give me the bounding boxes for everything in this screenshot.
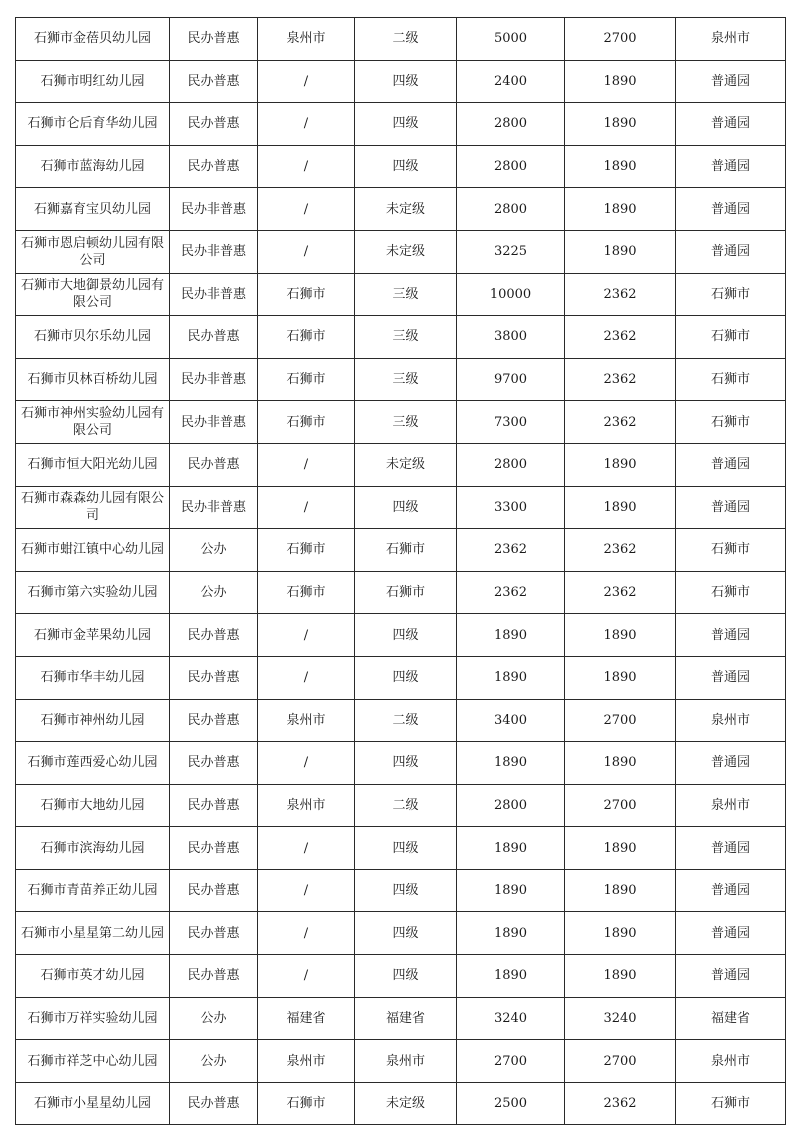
rating-authority-cell: /: [258, 827, 355, 870]
ownership-type-cell: 民办普惠: [170, 1082, 258, 1125]
ownership-type-cell: 民办非普惠: [170, 358, 258, 401]
fee-standard-cell: 2800: [457, 443, 565, 486]
kindergarten-name-cell: 石狮市仑后育华幼儿园: [16, 103, 170, 146]
kindergarten-name-cell: 石狮市小星星幼儿园: [16, 1082, 170, 1125]
rating-authority-cell: /: [258, 614, 355, 657]
grade-level-cell: 四级: [355, 827, 457, 870]
execution-standard-cell: 石狮市: [676, 401, 786, 444]
execution-standard-cell: 普通园: [676, 827, 786, 870]
execution-standard-cell: 石狮市: [676, 273, 786, 316]
fee-standard-cell: 2362: [457, 571, 565, 614]
kindergarten-fee-table: [15, 17, 786, 1125]
execution-standard-cell: 普通园: [676, 614, 786, 657]
fee-cap-cell: 1890: [565, 230, 676, 273]
grade-level-cell: 四级: [355, 103, 457, 146]
fee-standard-cell: 2362: [457, 529, 565, 572]
grade-level-cell: 四级: [355, 486, 457, 529]
grade-level-cell: 泉州市: [355, 1040, 457, 1083]
grade-level-cell: 四级: [355, 656, 457, 699]
execution-standard-cell: 普通园: [676, 443, 786, 486]
execution-standard-cell: 石狮市: [676, 529, 786, 572]
grade-level-cell: 二级: [355, 18, 457, 61]
rating-authority-cell: 石狮市: [258, 358, 355, 401]
grade-level-cell: 二级: [355, 699, 457, 742]
grade-level-cell: 三级: [355, 358, 457, 401]
rating-authority-cell: 石狮市: [258, 316, 355, 359]
rating-authority-cell: 石狮市: [258, 571, 355, 614]
rating-authority-cell: /: [258, 188, 355, 231]
grade-level-cell: 未定级: [355, 443, 457, 486]
ownership-type-cell: 公办: [170, 1040, 258, 1083]
execution-standard-cell: 普通园: [676, 145, 786, 188]
table-row: [16, 571, 786, 614]
table-row: [16, 1040, 786, 1083]
grade-level-cell: 四级: [355, 145, 457, 188]
grade-level-cell: 四级: [355, 60, 457, 103]
table-body: [16, 18, 786, 1125]
ownership-type-cell: 民办普惠: [170, 912, 258, 955]
grade-level-cell: 三级: [355, 273, 457, 316]
fee-standard-cell: 5000: [457, 18, 565, 61]
table-row: [16, 145, 786, 188]
fee-standard-cell: 2700: [457, 1040, 565, 1083]
execution-standard-cell: 福建省: [676, 997, 786, 1040]
rating-authority-cell: /: [258, 145, 355, 188]
grade-level-cell: 四级: [355, 869, 457, 912]
fee-standard-cell: 3225: [457, 230, 565, 273]
table-row: [16, 827, 786, 870]
grade-level-cell: 四级: [355, 912, 457, 955]
execution-standard-cell: 普通园: [676, 486, 786, 529]
kindergarten-name-cell: 石狮市蚶江镇中心幼儿园: [16, 529, 170, 572]
fee-standard-cell: 2800: [457, 784, 565, 827]
execution-standard-cell: 泉州市: [676, 784, 786, 827]
rating-authority-cell: /: [258, 742, 355, 785]
kindergarten-name-cell: 石狮市贝尔乐幼儿园: [16, 316, 170, 359]
execution-standard-cell: 泉州市: [676, 18, 786, 61]
table-row: [16, 955, 786, 998]
grade-level-cell: 三级: [355, 316, 457, 359]
grade-level-cell: 四级: [355, 614, 457, 657]
table-row: [16, 316, 786, 359]
kindergarten-name-cell: 石狮市蓝海幼儿园: [16, 145, 170, 188]
fee-standard-cell: 1890: [457, 955, 565, 998]
execution-standard-cell: 普通园: [676, 60, 786, 103]
ownership-type-cell: 民办普惠: [170, 955, 258, 998]
table-row: [16, 614, 786, 657]
ownership-type-cell: 民办普惠: [170, 103, 258, 146]
fee-cap-cell: 1890: [565, 955, 676, 998]
table-row: [16, 656, 786, 699]
kindergarten-name-cell: 石狮市森森幼儿园有限公司: [16, 486, 170, 529]
fee-cap-cell: 2362: [565, 529, 676, 572]
fee-cap-cell: 2362: [565, 401, 676, 444]
fee-standard-cell: 3240: [457, 997, 565, 1040]
fee-standard-cell: 3300: [457, 486, 565, 529]
ownership-type-cell: 民办普惠: [170, 827, 258, 870]
ownership-type-cell: 民办普惠: [170, 60, 258, 103]
fee-standard-cell: 10000: [457, 273, 565, 316]
ownership-type-cell: 民办普惠: [170, 145, 258, 188]
kindergarten-name-cell: 石狮市祥芝中心幼儿园: [16, 1040, 170, 1083]
table-row: [16, 699, 786, 742]
grade-level-cell: 未定级: [355, 230, 457, 273]
kindergarten-name-cell: 石狮市华丰幼儿园: [16, 656, 170, 699]
ownership-type-cell: 民办普惠: [170, 614, 258, 657]
rating-authority-cell: 泉州市: [258, 1040, 355, 1083]
ownership-type-cell: 民办非普惠: [170, 273, 258, 316]
table-row: [16, 742, 786, 785]
kindergarten-name-cell: 石狮市青苗养正幼儿园: [16, 869, 170, 912]
ownership-type-cell: 公办: [170, 529, 258, 572]
kindergarten-name-cell: 石狮市万祥实验幼儿园: [16, 997, 170, 1040]
fee-cap-cell: 2362: [565, 316, 676, 359]
rating-authority-cell: /: [258, 656, 355, 699]
fee-standard-cell: 1890: [457, 656, 565, 699]
fee-cap-cell: 1890: [565, 145, 676, 188]
table-row: [16, 784, 786, 827]
fee-cap-cell: 1890: [565, 827, 676, 870]
kindergarten-name-cell: 石狮市莲西爱心幼儿园: [16, 742, 170, 785]
fee-standard-cell: 1890: [457, 742, 565, 785]
rating-authority-cell: /: [258, 443, 355, 486]
rating-authority-cell: 泉州市: [258, 699, 355, 742]
execution-standard-cell: 石狮市: [676, 571, 786, 614]
kindergarten-name-cell: 石狮市神州幼儿园: [16, 699, 170, 742]
table-row: [16, 912, 786, 955]
table-row: [16, 188, 786, 231]
fee-standard-cell: 1890: [457, 827, 565, 870]
grade-level-cell: 石狮市: [355, 529, 457, 572]
fee-standard-cell: 7300: [457, 401, 565, 444]
execution-standard-cell: 普通园: [676, 230, 786, 273]
ownership-type-cell: 民办普惠: [170, 443, 258, 486]
table-row: [16, 443, 786, 486]
rating-authority-cell: 石狮市: [258, 1082, 355, 1125]
ownership-type-cell: 民办普惠: [170, 742, 258, 785]
ownership-type-cell: 民办普惠: [170, 316, 258, 359]
table-row: [16, 486, 786, 529]
fee-cap-cell: 1890: [565, 443, 676, 486]
fee-cap-cell: 2700: [565, 699, 676, 742]
fee-cap-cell: 2362: [565, 1082, 676, 1125]
ownership-type-cell: 公办: [170, 997, 258, 1040]
ownership-type-cell: 民办非普惠: [170, 401, 258, 444]
execution-standard-cell: 普通园: [676, 912, 786, 955]
rating-authority-cell: 石狮市: [258, 401, 355, 444]
rating-authority-cell: 石狮市: [258, 529, 355, 572]
grade-level-cell: 福建省: [355, 997, 457, 1040]
table-row: [16, 103, 786, 146]
execution-standard-cell: 普通园: [676, 188, 786, 231]
grade-level-cell: 未定级: [355, 188, 457, 231]
fee-standard-cell: 1890: [457, 614, 565, 657]
kindergarten-name-cell: 石狮市贝林百桥幼儿园: [16, 358, 170, 401]
kindergarten-name-cell: 石狮市第六实验幼儿园: [16, 571, 170, 614]
ownership-type-cell: 公办: [170, 571, 258, 614]
execution-standard-cell: 泉州市: [676, 1040, 786, 1083]
table-row: [16, 401, 786, 444]
table-row: [16, 230, 786, 273]
grade-level-cell: 二级: [355, 784, 457, 827]
rating-authority-cell: 泉州市: [258, 784, 355, 827]
ownership-type-cell: 民办普惠: [170, 784, 258, 827]
fee-standard-cell: 2400: [457, 60, 565, 103]
execution-standard-cell: 石狮市: [676, 1082, 786, 1125]
grade-level-cell: 未定级: [355, 1082, 457, 1125]
rating-authority-cell: /: [258, 103, 355, 146]
table-row: [16, 273, 786, 316]
ownership-type-cell: 民办普惠: [170, 18, 258, 61]
ownership-type-cell: 民办非普惠: [170, 230, 258, 273]
execution-standard-cell: 石狮市: [676, 316, 786, 359]
kindergarten-name-cell: 石狮市大地幼儿园: [16, 784, 170, 827]
fee-standard-cell: 2800: [457, 103, 565, 146]
fee-standard-cell: 1890: [457, 912, 565, 955]
fee-cap-cell: 1890: [565, 188, 676, 231]
table-row: [16, 1082, 786, 1125]
kindergarten-name-cell: 石狮市大地御景幼儿园有限公司: [16, 273, 170, 316]
fee-cap-cell: 2700: [565, 784, 676, 827]
table-row: [16, 869, 786, 912]
fee-cap-cell: 1890: [565, 912, 676, 955]
fee-cap-cell: 1890: [565, 614, 676, 657]
table-row: [16, 18, 786, 61]
kindergarten-name-cell: 石狮市明红幼儿园: [16, 60, 170, 103]
kindergarten-name-cell: 石狮市滨海幼儿园: [16, 827, 170, 870]
fee-cap-cell: 1890: [565, 742, 676, 785]
execution-standard-cell: 普通园: [676, 742, 786, 785]
fee-standard-cell: 2800: [457, 188, 565, 231]
ownership-type-cell: 民办普惠: [170, 656, 258, 699]
fee-cap-cell: 3240: [565, 997, 676, 1040]
kindergarten-name-cell: 石狮市恒大阳光幼儿园: [16, 443, 170, 486]
fee-cap-cell: 2362: [565, 571, 676, 614]
fee-cap-cell: 2700: [565, 1040, 676, 1083]
fee-standard-cell: 1890: [457, 869, 565, 912]
execution-standard-cell: 泉州市: [676, 699, 786, 742]
kindergarten-name-cell: 石狮市小星星第二幼儿园: [16, 912, 170, 955]
execution-standard-cell: 石狮市: [676, 358, 786, 401]
kindergarten-name-cell: 石狮嘉育宝贝幼儿园: [16, 188, 170, 231]
table-row: [16, 997, 786, 1040]
fee-cap-cell: 1890: [565, 60, 676, 103]
fee-standard-cell: 3400: [457, 699, 565, 742]
fee-cap-cell: 1890: [565, 869, 676, 912]
rating-authority-cell: 泉州市: [258, 18, 355, 61]
grade-level-cell: 三级: [355, 401, 457, 444]
rating-authority-cell: /: [258, 486, 355, 529]
fee-cap-cell: 1890: [565, 656, 676, 699]
ownership-type-cell: 民办非普惠: [170, 188, 258, 231]
fee-cap-cell: 2362: [565, 358, 676, 401]
kindergarten-name-cell: 石狮市英才幼儿园: [16, 955, 170, 998]
execution-standard-cell: 普通园: [676, 955, 786, 998]
kindergarten-name-cell: 石狮市金苹果幼儿园: [16, 614, 170, 657]
table-row: [16, 60, 786, 103]
rating-authority-cell: /: [258, 912, 355, 955]
rating-authority-cell: 福建省: [258, 997, 355, 1040]
fee-standard-cell: 2800: [457, 145, 565, 188]
grade-level-cell: 四级: [355, 742, 457, 785]
ownership-type-cell: 民办非普惠: [170, 486, 258, 529]
rating-authority-cell: /: [258, 230, 355, 273]
grade-level-cell: 石狮市: [355, 571, 457, 614]
fee-cap-cell: 1890: [565, 486, 676, 529]
fee-standard-cell: 2500: [457, 1082, 565, 1125]
rating-authority-cell: /: [258, 869, 355, 912]
kindergarten-name-cell: 石狮市金蓓贝幼儿园: [16, 18, 170, 61]
execution-standard-cell: 普通园: [676, 656, 786, 699]
fee-cap-cell: 2362: [565, 273, 676, 316]
fee-cap-cell: 1890: [565, 103, 676, 146]
execution-standard-cell: 普通园: [676, 869, 786, 912]
grade-level-cell: 四级: [355, 955, 457, 998]
rating-authority-cell: 石狮市: [258, 273, 355, 316]
fee-standard-cell: 9700: [457, 358, 565, 401]
kindergarten-name-cell: 石狮市恩启顿幼儿园有限公司: [16, 230, 170, 273]
ownership-type-cell: 民办普惠: [170, 699, 258, 742]
fee-standard-cell: 3800: [457, 316, 565, 359]
execution-standard-cell: 普通园: [676, 103, 786, 146]
ownership-type-cell: 民办普惠: [170, 869, 258, 912]
rating-authority-cell: /: [258, 60, 355, 103]
fee-cap-cell: 2700: [565, 18, 676, 61]
rating-authority-cell: /: [258, 955, 355, 998]
kindergarten-name-cell: 石狮市神州实验幼儿园有限公司: [16, 401, 170, 444]
table-row: [16, 529, 786, 572]
table-row: [16, 358, 786, 401]
